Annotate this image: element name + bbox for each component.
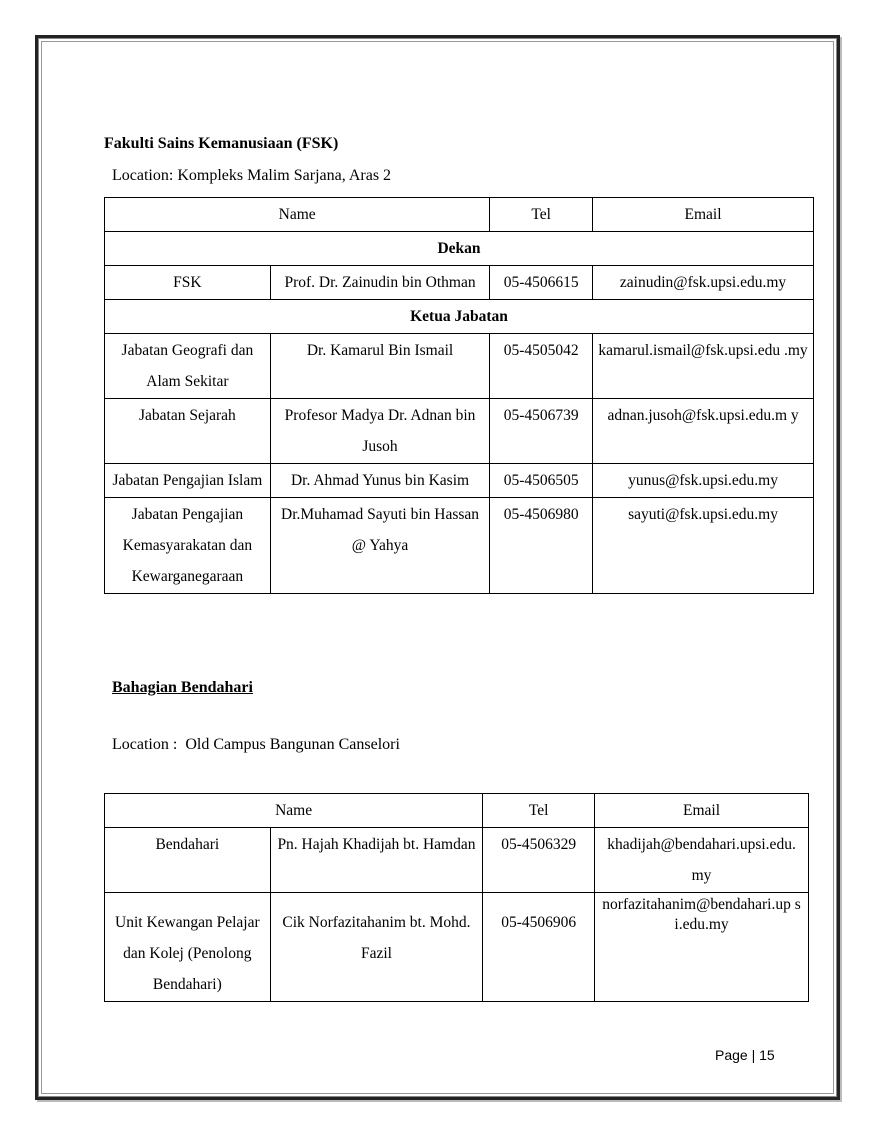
bendahari-table <box>104 793 809 1002</box>
email-line-1: norfazitahanim@bendahari.up s <box>602 896 801 913</box>
table-row <box>105 334 814 399</box>
header-name: Name <box>105 198 490 232</box>
unit-cell: Jabatan Geografi dan Alam Sekitar <box>105 334 271 399</box>
unit-cell: FSK <box>105 266 271 300</box>
name-cell: Cik Norfazitahanim bt. Mohd. Fazil <box>270 893 483 1002</box>
email-cell: kamarul.ismail@fsk.upsi.edu .my <box>593 334 814 399</box>
table-row <box>105 498 814 594</box>
section-ketua-jabatan: Ketua Jabatan <box>105 300 814 334</box>
section-row <box>105 232 814 266</box>
fsk-location: Location: Kompleks Malim Sarjana, Aras 2 <box>112 167 392 184</box>
table-row <box>105 828 809 893</box>
unit-cell: Jabatan Pengajian Islam <box>105 464 271 498</box>
table-row <box>105 266 814 300</box>
email-cell <box>595 893 809 1002</box>
tel-cell: 05-4506615 <box>490 266 593 300</box>
fsk-table <box>104 197 814 594</box>
name-cell: Dr. Ahmad Yunus bin Kasim <box>270 464 489 498</box>
email-cell: zainudin@fsk.upsi.edu.my <box>593 266 814 300</box>
name-cell: Dr. Kamarul Bin Ismail <box>270 334 489 399</box>
tel-cell: 05-4506505 <box>490 464 593 498</box>
header-name: Name <box>105 794 483 828</box>
table-header-row <box>105 198 814 232</box>
table-row <box>105 893 809 1002</box>
table-row <box>105 399 814 464</box>
email-cell: khadijah@bendahari.upsi.edu. my <box>595 828 809 893</box>
fsk-title: Fakulti Sains Kemanusiaan (FSK) <box>104 135 339 152</box>
tel-cell: 05-4505042 <box>490 334 593 399</box>
bendahari-location: Location : Old Campus Bangunan Canselori <box>112 736 400 753</box>
header-tel: Tel <box>490 198 593 232</box>
email-cell: sayuti@fsk.upsi.edu.my <box>593 498 814 594</box>
tel-cell: 05-4506739 <box>490 399 593 464</box>
email-cell: yunus@fsk.upsi.edu.my <box>593 464 814 498</box>
unit-cell: Bendahari <box>105 828 271 893</box>
bendahari-title: Bahagian Bendahari <box>112 679 253 696</box>
table-row <box>105 464 814 498</box>
email-line-2: i.edu.my <box>674 916 729 933</box>
tel-cell: 05-4506329 <box>483 828 595 893</box>
name-cell: Prof. Dr. Zainudin bin Othman <box>270 266 489 300</box>
table-header-row <box>105 794 809 828</box>
tel-cell: 05-4506980 <box>490 498 593 594</box>
email-cell: adnan.jusoh@fsk.upsi.edu.m y <box>593 399 814 464</box>
name-cell: Dr.Muhamad Sayuti bin Hassan @ Yahya <box>270 498 489 594</box>
header-email: Email <box>595 794 809 828</box>
name-cell: Pn. Hajah Khadijah bt. Hamdan <box>270 828 483 893</box>
tel-cell: 05-4506906 <box>483 893 595 1002</box>
header-tel: Tel <box>483 794 595 828</box>
name-cell: Profesor Madya Dr. Adnan bin Jusoh <box>270 399 489 464</box>
page-number: Page | 15 <box>715 1047 775 1063</box>
header-email: Email <box>593 198 814 232</box>
unit-cell: Jabatan Pengajian Kemasyarakatan dan Kewarganegaraan <box>105 498 271 594</box>
section-dekan: Dekan <box>105 232 814 266</box>
unit-cell: Unit Kewangan Pelajar dan Kolej (Penolong Bendahari) <box>105 893 271 1002</box>
section-row <box>105 300 814 334</box>
unit-cell: Jabatan Sejarah <box>105 399 271 464</box>
